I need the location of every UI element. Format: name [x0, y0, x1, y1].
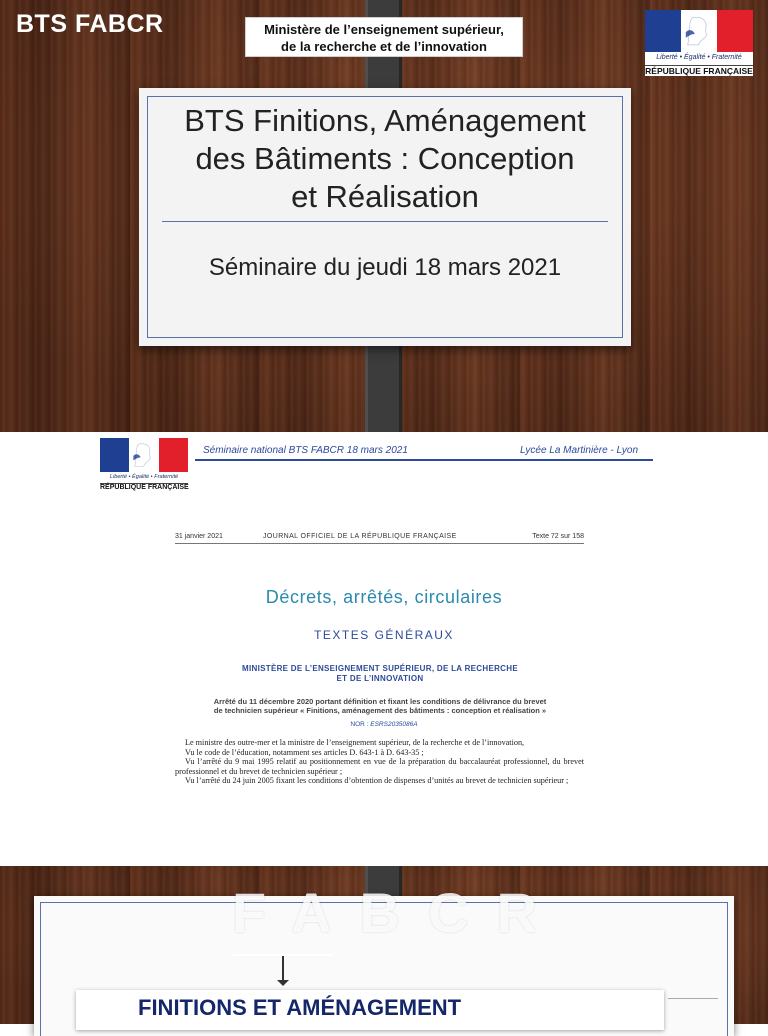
title-card [139, 88, 631, 346]
fabcr-watermark: FABCR [232, 881, 565, 944]
arrete-title [176, 697, 584, 715]
header-divider [195, 459, 653, 461]
nor-label: NOR : [350, 721, 371, 728]
journal-divider [175, 543, 584, 544]
arrete-line-2: de technicien supérieur « Finitions, aménagement des bâtiments : conception et réalisation » [213, 706, 547, 715]
venue-header: Lycée La Martinière - Lyon [520, 445, 639, 456]
slide-subtitle: Séminaire du jeudi 18 mars 2021 [208, 254, 562, 281]
title-divider [162, 221, 608, 222]
title-line-3: et Réalisation [291, 179, 479, 214]
arrowhead-icon [277, 980, 289, 986]
marianne-logo [645, 10, 753, 76]
nor-reference [0, 721, 768, 728]
body-paragraph: Vu l’arrêté du 9 mai 1995 relatif au positionnement en vue de la préparation du baccalauréat professionnel, du brevet professionnel et du brevet de technicien supérieur ; [175, 757, 584, 776]
ministry-heading-line-1: MINISTÈRE DE L’ENSEIGNEMENT SUPÉRIEUR, DE LA RECHERCHE [242, 664, 518, 673]
nor-value: ESRS2035086A [370, 721, 418, 728]
decree-body [175, 738, 584, 804]
arrete-line-1: Arrêté du 11 décembre 2020 portant définition et fixant les conditions de délivrance du brevet [213, 697, 547, 706]
marianne-profile-icon [678, 14, 719, 50]
journal-texte: Texte 72 sur 158 [532, 533, 584, 540]
body-paragraph: Le ministre des outre-mer et la ministre de l’enseignement supérieur, de la recherche et de l’innovation, [185, 738, 525, 747]
ministry-line-1: Ministère de l’enseignement supérieur, [264, 22, 504, 37]
journal-date: 31 janvier 2021 [175, 533, 223, 540]
body-paragraph: Vu l’arrêté du 24 juin 2005 fixant les conditions d’obtention de dispenses d’unités au brevet de technicien supérieur ; [185, 776, 569, 785]
slide-title [149, 102, 621, 216]
ministry-heading [200, 664, 560, 684]
logo-motto: Liberté • Égalité • Fraternité [656, 54, 742, 61]
slide-2 [0, 432, 768, 866]
marianne-logo-small [100, 438, 188, 492]
subsection-heading: TEXTES GÉNÉRAUX [314, 628, 454, 642]
title-line-2: des Bâtiments : Conception [195, 141, 575, 176]
marianne-profile-icon [127, 441, 160, 471]
title-line-1: BTS Finitions, Aménagement [184, 103, 586, 138]
seminar-header: Séminaire national BTS FABCR 18 mars 2021 [203, 445, 408, 456]
banner-connector [668, 998, 718, 1005]
section-banner [76, 990, 664, 1030]
logo-motto: Liberté • Égalité • Fraternité [109, 474, 179, 480]
ministry-heading-line-2: ET DE L’INNOVATION [336, 674, 424, 683]
arrow-down-icon [282, 956, 284, 982]
ministry-label [245, 17, 523, 57]
journal-title: JOURNAL OFFICIEL DE LA RÉPUBLIQUE FRANÇAISE [263, 533, 457, 540]
ministry-line-2: de la recherche et de l’innovation [281, 39, 487, 54]
banner-label: FINITIONS ET AMÉNAGEMENT [138, 995, 462, 1020]
logo-republic: RÉPUBLIQUE FRANÇAISE [645, 66, 753, 76]
slide-3 [0, 866, 768, 1024]
section-heading: Décrets, arrêtés, circulaires [265, 587, 503, 607]
body-paragraph: Vu le code de l’éducation, notamment ses articles D. 643-1 à D. 643-35 ; [185, 747, 424, 757]
logo-republic: RÉPUBLIQUE FRANÇAISE [100, 484, 189, 491]
brand-title: BTS FABCR [16, 10, 164, 38]
slide-1 [0, 0, 768, 432]
